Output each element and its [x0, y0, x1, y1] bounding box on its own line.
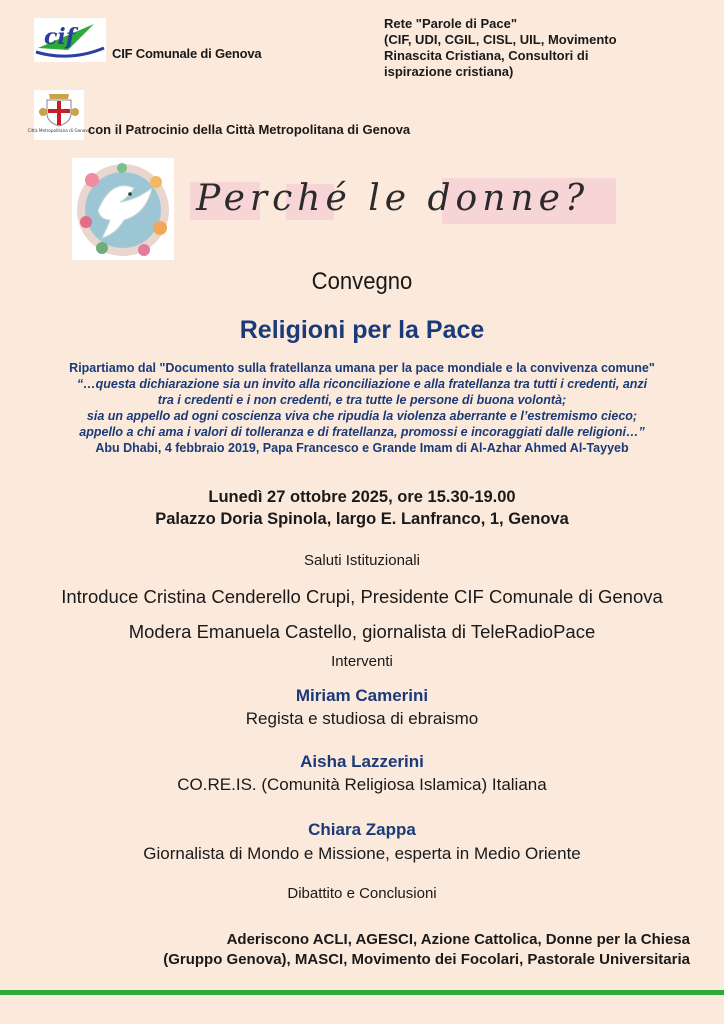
quote-block [0, 360, 724, 456]
city-logo-caption: Città Metropolitana di Genova [27, 128, 91, 133]
speaker-role: Regista e studiosa di ebraismo [245, 709, 479, 728]
patronage-text: con il Patrocinio della Città Metropolitana di Genova [88, 122, 411, 137]
speaker-name: Chiara Zappa [308, 820, 416, 839]
event-venue: Palazzo Doria Spinola, largo E. Lanfranco, 1, Genova [155, 510, 569, 528]
city-metropolitan-logo [27, 90, 91, 140]
cif-name: CIF Comunale di Genova [112, 46, 262, 61]
event-kind: Convegno [311, 268, 413, 295]
event-date: Lunedì 27 ottobre 2025, ore 15.30-19.00 [208, 488, 516, 506]
speaker-name: Aisha Lazzerini [300, 752, 424, 771]
footer-divider [0, 990, 724, 995]
quote-source: Abu Dhabi, 4 febbraio 2019, Papa Francesco e Grande Imam di Al-Azhar Ahmed Al-Tayyeb [95, 441, 629, 455]
quote-line: sia un appello ad ogni coscienza viva che ripudia la violenza aberrante e l’estremismo cieco; [86, 409, 638, 423]
saluti-heading: Saluti Istituzionali [304, 552, 420, 569]
dove-illustration [72, 158, 174, 260]
quote-line: appello a chi ama i valori di tolleranza e di fratellanza, promossi e incoraggiati dalle religioni…” [79, 425, 645, 439]
network-line: Rete "Parole di Pace" [384, 16, 517, 31]
network-line: Rinascita Cristiana, Consultori di [384, 48, 589, 63]
speaker-role: Giornalista di Mondo e Missione, esperta in Medio Oriente [143, 844, 581, 863]
cif-logo-text: cif [44, 24, 76, 50]
speaker-role: CO.RE.IS. (Comunità Religiosa Islamica) Italiana [177, 775, 547, 794]
event-title: Religioni per la Pace [239, 316, 485, 344]
quote-line: tra i credenti e i non credenti, e tra tutte le persone di buona volontà; [157, 393, 567, 407]
dibattito-heading: Dibattito e Conclusioni [287, 885, 437, 902]
cif-logo [34, 18, 106, 62]
adherents-line: Aderiscono ACLI, AGESCI, Azione Cattolica, Donne per la Chiesa [226, 931, 690, 948]
quote-intro: Ripartiamo dal "Documento sulla fratellanza umana per la pace mondiale e la convivenza comune" [69, 361, 655, 375]
network-line: ispirazione cristiana) [384, 64, 514, 79]
speaker-name: Miriam Camerini [295, 686, 429, 705]
introduce-line: Introduce Cristina Cenderello Crupi, Presidente CIF Comunale di Genova [61, 586, 663, 607]
network-line: (CIF, UDI, CGIL, CISL, UIL, Movimento [384, 32, 617, 47]
network-block [384, 16, 684, 80]
quote-line: “…questa dichiarazione sia un invito alla riconciliazione e alla fratellanza tra tutti i credenti, anzi [76, 377, 648, 391]
interventi-heading: Interventi [331, 653, 393, 670]
adherents-line: (Gruppo Genova), MASCI, Movimento dei Focolari, Pastorale Universitaria [163, 951, 690, 968]
moderator-line: Modera Emanuela Castello, giornalista di TeleRadioPace [128, 621, 596, 642]
script-title: Perché le donne? [196, 178, 590, 219]
adherents-block [80, 930, 690, 970]
date-venue [0, 486, 724, 530]
